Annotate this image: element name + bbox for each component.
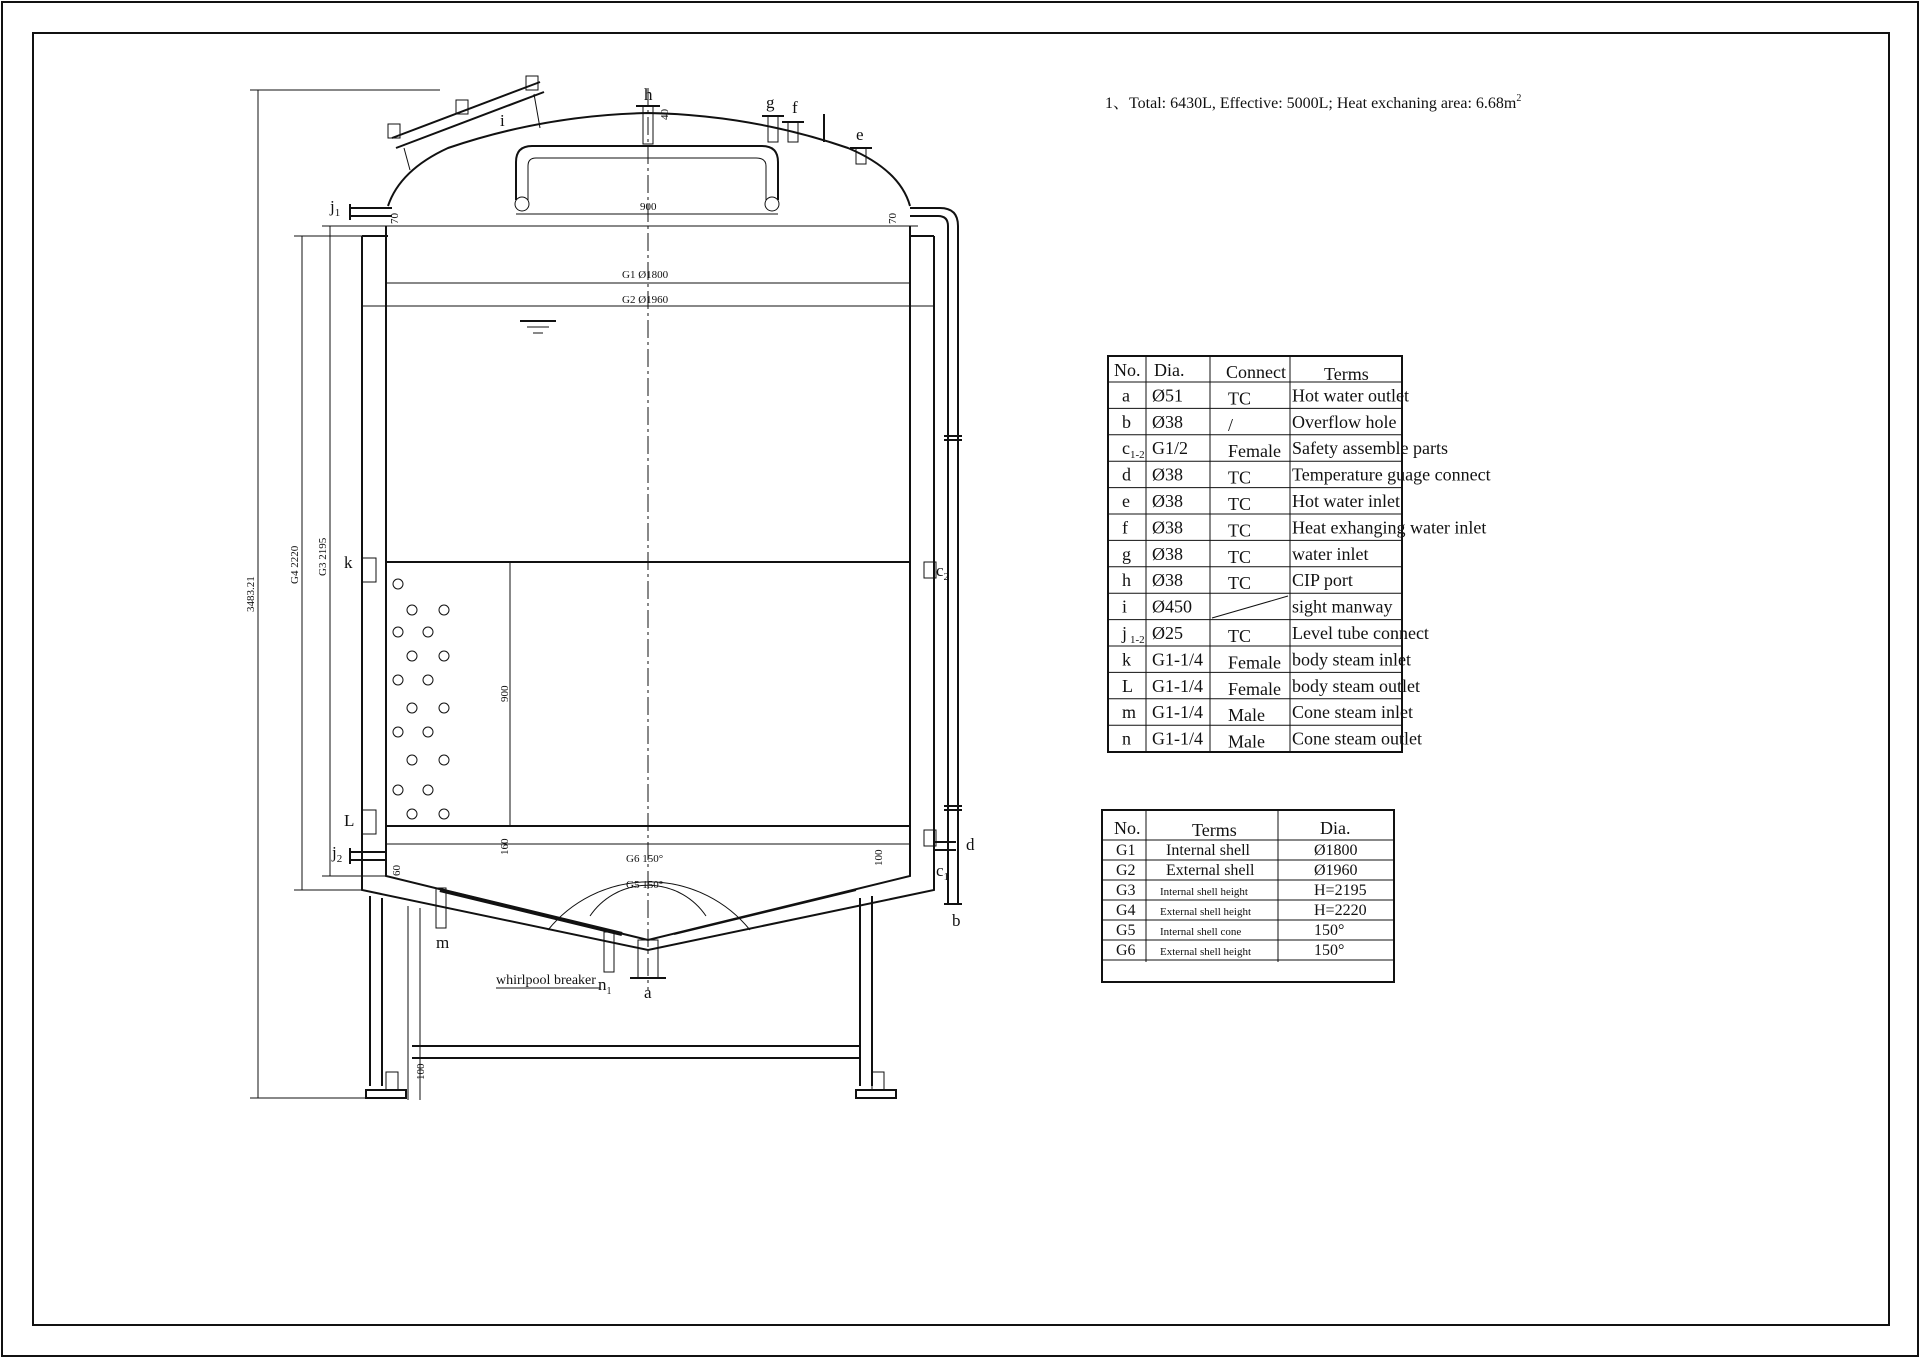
ports-row-no-sub: 1-2 xyxy=(1130,634,1145,646)
ports-row-no: b xyxy=(1122,411,1131,432)
spec-header-terms: Terms xyxy=(1192,820,1237,840)
spec-row-terms: Internal shell xyxy=(1166,842,1250,859)
spray-pipe xyxy=(516,146,778,200)
ports-header-terms: Terms xyxy=(1324,364,1369,384)
label-m: m xyxy=(436,933,450,952)
ports-row-no: a xyxy=(1122,385,1130,406)
spec-row-no: G6 xyxy=(1116,942,1136,959)
label-c2: $c_2$ xyxy=(936,561,950,583)
label-k: k xyxy=(344,553,353,572)
ports-row-terms: Hot water inlet xyxy=(1292,491,1400,511)
ports-row-dia: G1-1/4 xyxy=(1152,675,1203,696)
ports-row-dia: Ø51 xyxy=(1152,385,1183,406)
spec-row-terms: Internal shell height xyxy=(1160,886,1248,898)
ports-row-no: m xyxy=(1122,702,1137,723)
ports-row-connect: TC xyxy=(1228,546,1252,567)
ports-row-dia: G1/2 xyxy=(1152,438,1188,459)
ports-row-connect: TC xyxy=(1228,626,1252,646)
label-L: L xyxy=(344,811,355,830)
ports-row-no: j xyxy=(1122,623,1128,643)
tank-drawing xyxy=(245,76,975,1100)
dimple-pattern xyxy=(393,579,449,819)
ports-table xyxy=(1108,356,1491,752)
ports-row-connect: TC xyxy=(1228,467,1252,488)
label-d: d xyxy=(966,835,975,854)
ports-row-connect: Female xyxy=(1228,652,1281,673)
svg-text:100: 100 xyxy=(873,849,885,866)
port-g xyxy=(768,116,778,142)
dim-overall: 3483.21 xyxy=(245,576,257,612)
spec-row-no: G5 xyxy=(1116,922,1136,939)
dim-g2: G2 Ø1960 xyxy=(622,294,669,306)
label-g: g xyxy=(766,93,775,112)
ports-row-dia: Ø25 xyxy=(1152,623,1183,643)
spec-row-dia: Ø1960 xyxy=(1314,862,1358,879)
ports-row-dia: Ø38 xyxy=(1152,411,1183,432)
spec-row-no: G2 xyxy=(1116,862,1136,879)
ports-header-connect: Connect xyxy=(1226,362,1286,382)
dim-40: 40 xyxy=(659,109,671,120)
label-f: f xyxy=(792,98,798,117)
ports-row-connect: Male xyxy=(1228,731,1265,752)
dim-g6: G6 150° xyxy=(626,853,664,865)
label-e: e xyxy=(856,125,864,144)
ports-row-no: L xyxy=(1122,675,1133,696)
label-n1: $n_1$ xyxy=(598,975,612,997)
spec-row-dia: H=2195 xyxy=(1314,882,1367,899)
ports-row-dia: G1-1/4 xyxy=(1152,728,1203,749)
spec-row-dia: H=2220 xyxy=(1314,902,1367,919)
ports-row-no: f xyxy=(1122,517,1128,538)
spec-row-dia: 150° xyxy=(1314,942,1345,959)
ports-row-dia: Ø38 xyxy=(1152,543,1183,564)
label-a: a xyxy=(644,983,652,1002)
capacity-note: 1、Total: 6430L, Effective: 5000L; Heat exchaning area: $6.68m^2$ xyxy=(1105,93,1522,112)
ports-row-connect: / xyxy=(1228,414,1234,435)
ports-row-dia: Ø38 xyxy=(1152,570,1183,591)
ports-row-connect: TC xyxy=(1228,520,1252,541)
label-b: b xyxy=(952,911,961,930)
outer-border xyxy=(2,2,1918,1356)
ports-row-terms: Hot water outlet xyxy=(1292,385,1409,406)
ports-row-no: h xyxy=(1122,570,1131,591)
ports-row-no-sub: 1-2 xyxy=(1130,449,1145,462)
dim-g3: G3 2195 xyxy=(317,537,329,576)
ports-row-connect: Female xyxy=(1228,678,1281,699)
ports-row-dia: Ø38 xyxy=(1152,491,1183,511)
svg-text:60: 60 xyxy=(391,865,403,876)
manway-slash xyxy=(1212,596,1288,618)
spec-row-no: G3 xyxy=(1116,882,1136,899)
label-i: i xyxy=(500,111,505,130)
spec-row-terms: External shell height xyxy=(1160,906,1252,918)
ports-row-dia: G1-1/4 xyxy=(1152,649,1203,670)
inner-border xyxy=(33,33,1889,1325)
spec-row-no: G1 xyxy=(1116,842,1136,859)
ports-row-dia: Ø450 xyxy=(1152,596,1192,617)
ports-row-terms: CIP port xyxy=(1292,570,1353,591)
spec-row-terms: External shell xyxy=(1166,862,1255,879)
ports-row-terms: water inlet xyxy=(1292,543,1369,564)
svg-text:100: 100 xyxy=(415,1063,427,1080)
spec-header-no: No. xyxy=(1114,818,1141,838)
label-c1: $c_1$ xyxy=(936,861,950,883)
ports-row-connect: TC xyxy=(1228,388,1252,409)
spec-table xyxy=(1102,810,1394,982)
ports-row-dia: Ø38 xyxy=(1152,517,1183,538)
ports-row-no: n xyxy=(1122,728,1131,749)
dim-jacket: 900 xyxy=(499,685,511,702)
ports-row-dia: Ø38 xyxy=(1152,464,1183,485)
ports-row-terms: body steam outlet xyxy=(1292,675,1420,696)
ports-row-terms: Heat exhanging water inlet xyxy=(1292,517,1487,538)
ports-row-connect: Female xyxy=(1228,441,1281,462)
ports-row-terms: Level tube connect xyxy=(1292,623,1429,643)
dim-g5: G5 150° xyxy=(626,879,664,891)
ports-row-connect: TC xyxy=(1228,573,1252,594)
label-j1: $j_1$ xyxy=(330,197,341,219)
spec-row-no: G4 xyxy=(1116,902,1136,919)
ports-row-no: k xyxy=(1122,649,1131,670)
ports-row-terms: Cone steam outlet xyxy=(1292,728,1422,749)
dim-900-top: 900 xyxy=(640,201,657,213)
spec-row-dia: 150° xyxy=(1314,922,1345,939)
ports-row-no: i xyxy=(1122,596,1128,617)
spec-row-dia: Ø1800 xyxy=(1314,842,1358,859)
dim-g1: G1 Ø1800 xyxy=(622,269,669,281)
label-h: h xyxy=(644,85,653,104)
ports-row-dia: G1-1/4 xyxy=(1152,702,1203,723)
spec-row-terms: Internal shell cone xyxy=(1160,926,1242,938)
ports-row-terms: sight manway xyxy=(1292,596,1393,617)
ports-row-terms: Temperature guage connect xyxy=(1292,464,1491,485)
ports-row-terms: Overflow hole xyxy=(1292,411,1397,432)
ports-row-connect: Male xyxy=(1228,705,1265,726)
dim-160: 160 xyxy=(499,838,511,855)
ports-row-terms: Cone steam inlet xyxy=(1292,702,1413,723)
top-dish xyxy=(388,113,910,206)
height-dimensions xyxy=(245,90,440,1098)
ports-row-no: d xyxy=(1122,464,1131,485)
ports-row-no: e xyxy=(1122,491,1130,511)
spec-row-terms: External shell height xyxy=(1160,946,1252,958)
ports-row-terms: Safety assemble parts xyxy=(1292,438,1448,459)
dim-g4: G4 2220 xyxy=(289,545,301,584)
svg-text:70: 70 xyxy=(887,213,899,224)
ports-row-no: c xyxy=(1122,438,1130,459)
label-whirlpool: whirlpool breaker xyxy=(496,973,596,988)
ports-header-dia: Dia. xyxy=(1154,360,1185,380)
ports-header-no: No. xyxy=(1114,360,1141,380)
ports-row-terms: body steam inlet xyxy=(1292,649,1411,670)
svg-text:70: 70 xyxy=(389,213,401,224)
label-j2: $j_2$ xyxy=(332,843,343,865)
spec-header-dia: Dia. xyxy=(1320,818,1351,838)
ports-row-no: g xyxy=(1122,543,1131,564)
ports-row-connect: TC xyxy=(1228,494,1252,514)
